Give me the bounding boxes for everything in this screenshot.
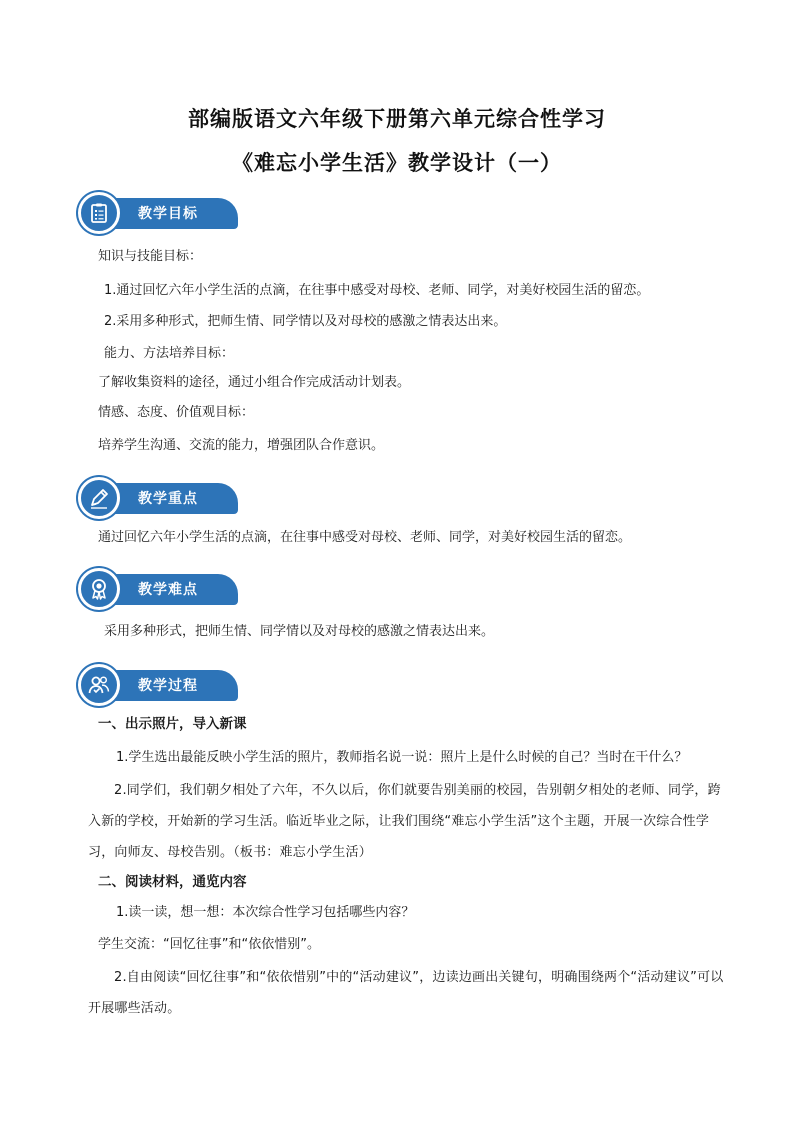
people-icon bbox=[78, 664, 120, 706]
pencil-icon bbox=[78, 477, 120, 519]
goals-line: 2.采用多种形式，把师生情、同学情以及对母校的感激之情表达出来。 bbox=[104, 314, 507, 329]
section-header-process bbox=[78, 664, 240, 706]
key-points-text: 通过回忆六年小学生活的点滴，在往事中感受对母校、老师、同学，对美好校园生活的留恋。 bbox=[98, 530, 632, 545]
process-part2-paragraph: 学生交流：“回忆往事”和“依依惜别”。 bbox=[98, 937, 320, 952]
difficulties-text: 采用多种形式，把师生情、同学情以及对母校的感激之情表达出来。 bbox=[104, 624, 495, 639]
process-part2-paragraph: 2.自由阅读“回忆往事”和“依依惜别”中的“活动建议”，边读边画出关键句，明确围绕两个“活动建议”可以开展哪些活动。 bbox=[88, 970, 724, 1016]
section-header-difficulties bbox=[78, 568, 240, 610]
clipboard-list-icon bbox=[78, 192, 120, 234]
section-header-goals bbox=[78, 192, 240, 234]
process-part2-heading: 二、阅读材料，通览内容 bbox=[98, 874, 247, 890]
goals-line: 能力、方法培养目标： bbox=[104, 346, 235, 361]
section-label-difficulties: 教学难点 bbox=[138, 582, 198, 598]
document-title-line2: 《难忘小学生活》教学设计（一） bbox=[232, 150, 562, 175]
award-ribbon-icon bbox=[78, 568, 120, 610]
section-label-goals: 教学目标 bbox=[138, 206, 198, 222]
goals-line: 情感、态度、价值观目标： bbox=[98, 405, 255, 420]
document-title-line1: 部编版语文六年级下册第六单元综合性学习 bbox=[188, 106, 606, 131]
process-part1-paragraph: 1.学生选出最能反映小学生活的照片，教师指名说一说：照片上是什么时候的自己？当时在干什么？ bbox=[116, 750, 688, 765]
process-part1-heading: 一、出示照片，导入新课 bbox=[98, 716, 247, 732]
process-part1-paragraph: 2.同学们，我们朝夕相处了六年，不久以后，你们就要告别美丽的校园，告别朝夕相处的老师、同学，跨入新的学校，开始新的学习生活。临近毕业之际，让我们围绕“难忘小学生活”这个主题，开展一次综合性学习，向师友、母校告别。（板书：难忘小学生活） bbox=[88, 783, 721, 860]
goals-line: 知识与技能目标： bbox=[98, 249, 203, 264]
goals-line: 了解收集资料的途径，通过小组合作完成活动计划表。 bbox=[98, 375, 411, 390]
section-label-process: 教学过程 bbox=[138, 678, 198, 694]
section-label-key-points: 教学重点 bbox=[138, 491, 198, 507]
process-part2-paragraph: 1.读一读，想一想：本次综合性学习包括哪些内容？ bbox=[116, 905, 415, 920]
goals-line: 1.通过回忆六年小学生活的点滴，在往事中感受对母校、老师、同学，对美好校园生活的留恋。 bbox=[104, 283, 650, 298]
section-header-key-points bbox=[78, 477, 240, 519]
goals-line: 培养学生沟通、交流的能力，增强团队合作意识。 bbox=[98, 438, 385, 453]
